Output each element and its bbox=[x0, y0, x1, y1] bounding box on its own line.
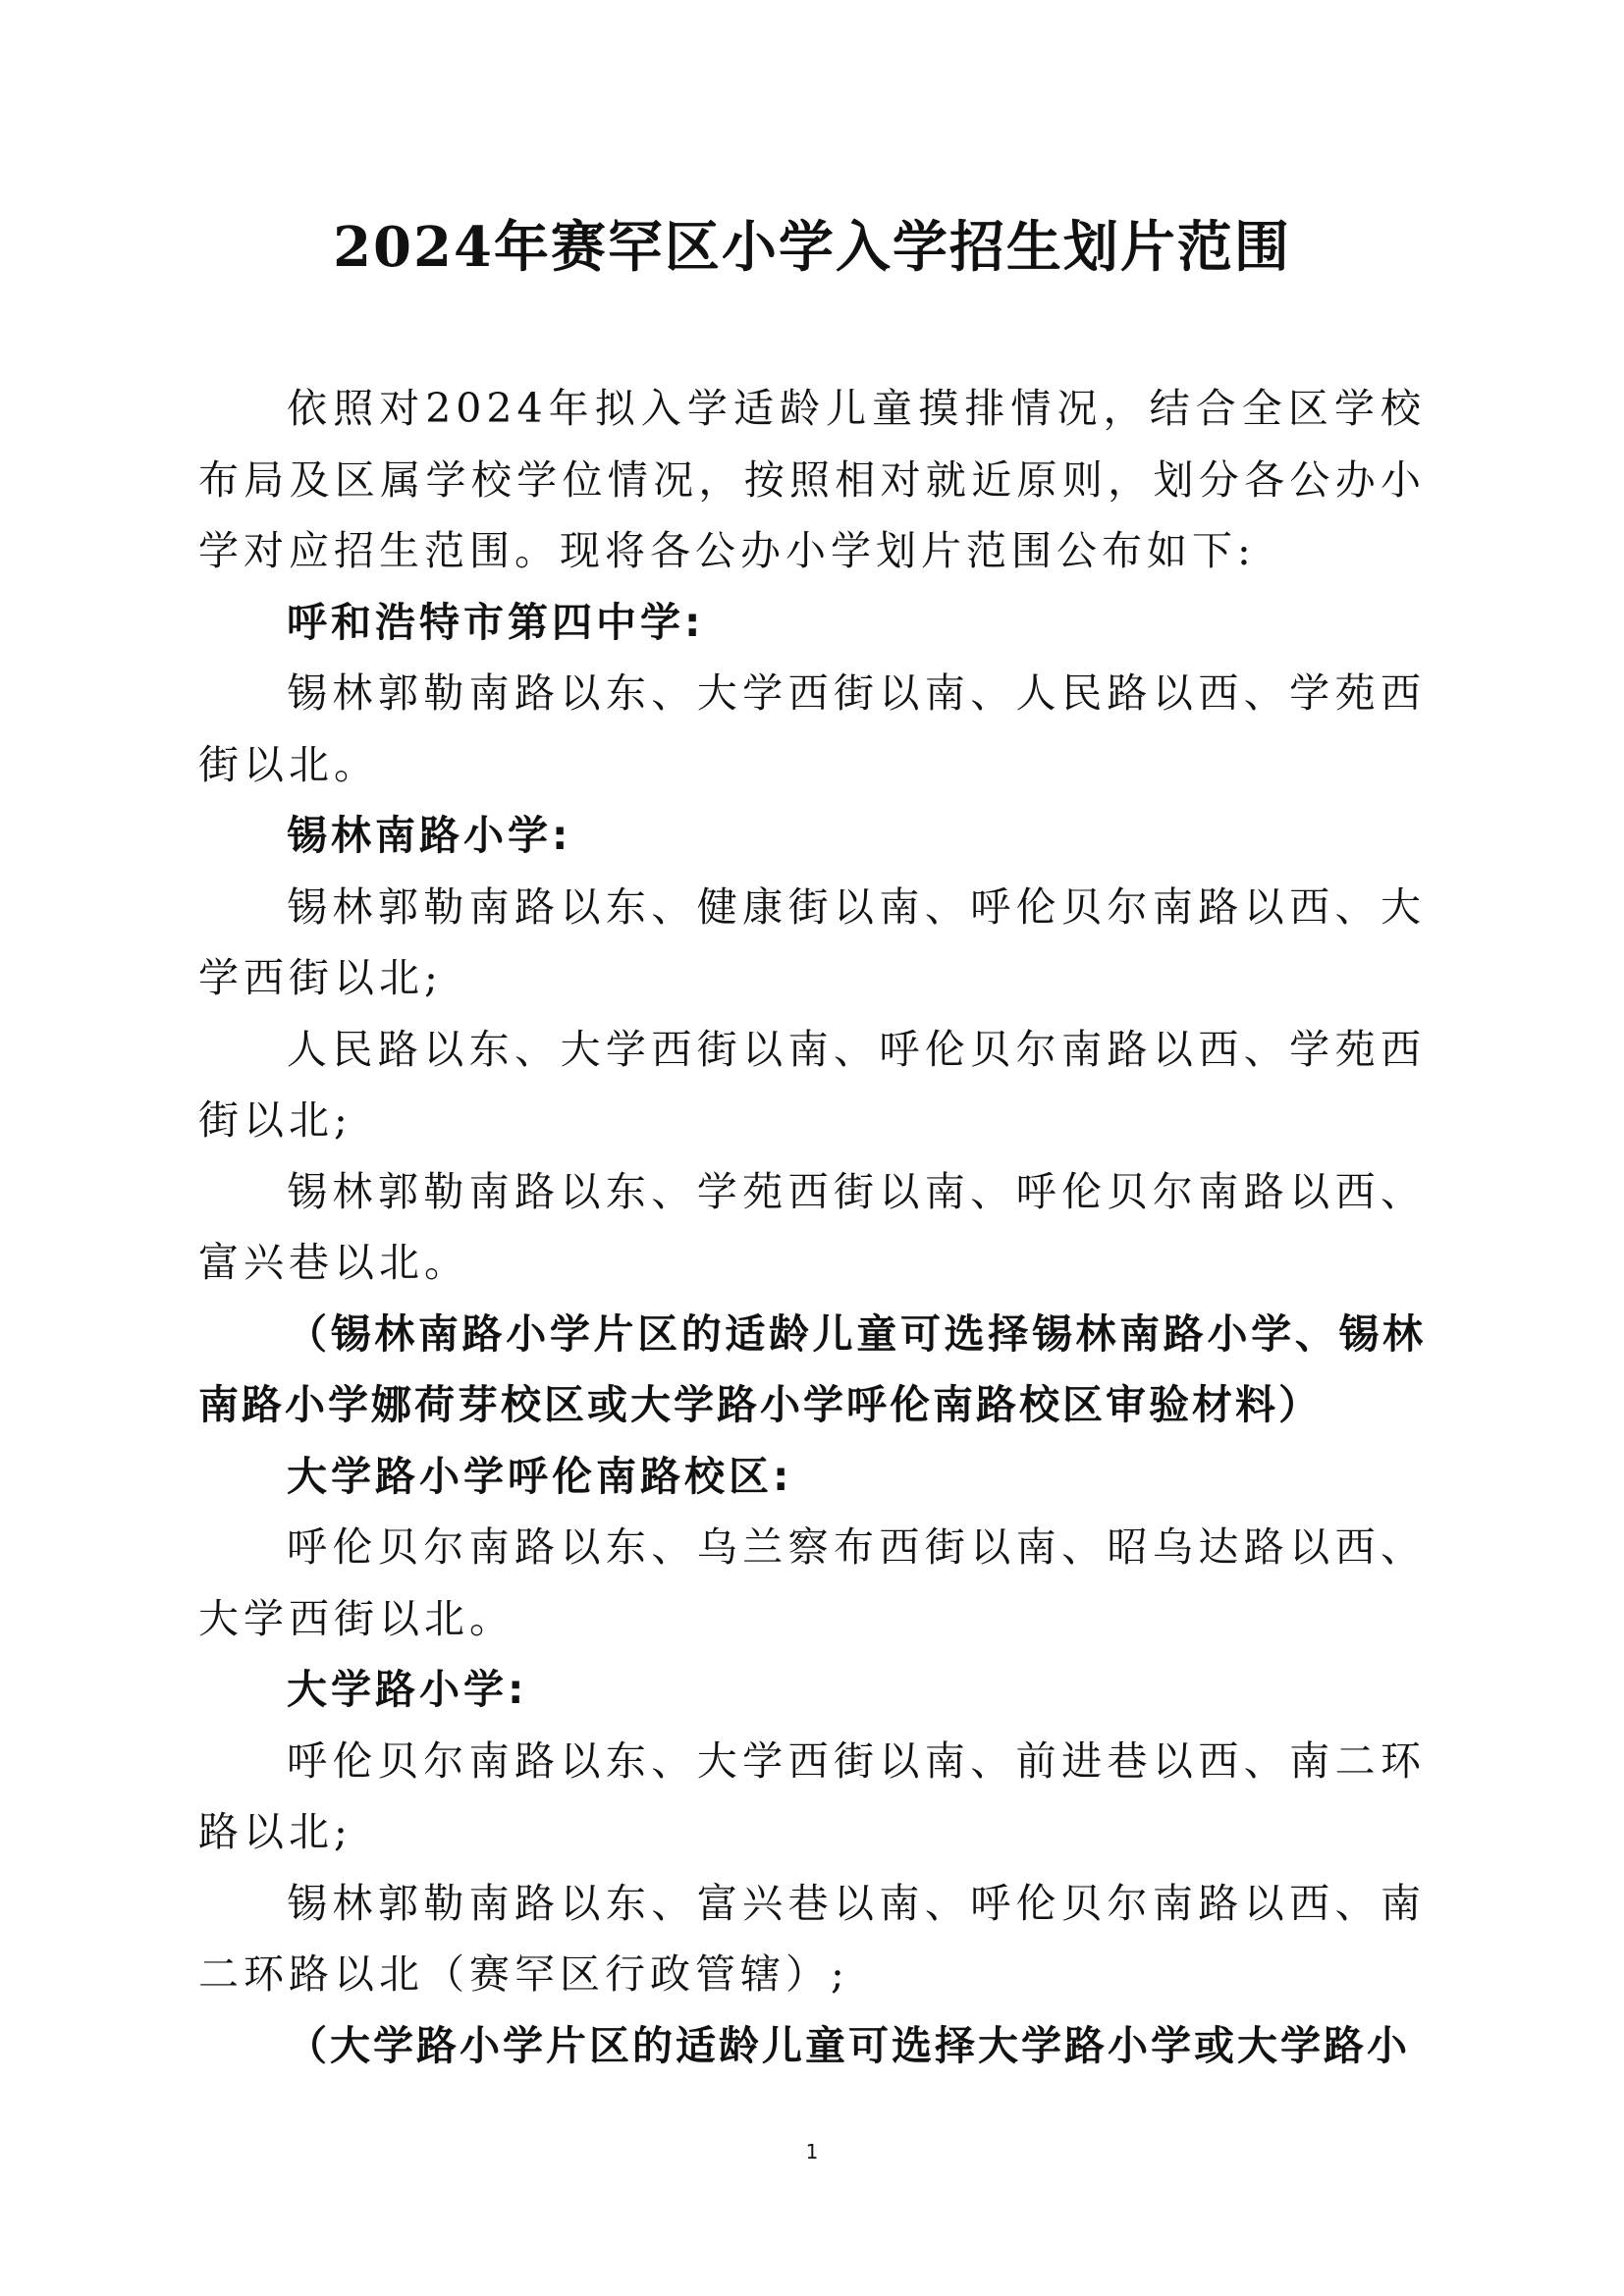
intro-paragraph: 依照对2024年拟入学适龄儿童摸排情况，结合全区学校布局及区属学校学位情况，按照相对就近原则，划分各公办小学对应招生范围。现将各公办小学划片范围公布如下: bbox=[198, 385, 1426, 574]
section-heading-daxuelu-hulun: 大学路小学呼伦南路校区: bbox=[287, 1452, 793, 1500]
section-heading-daxuelu: 大学路小学: bbox=[287, 1666, 528, 1713]
choice-note: （锡林南路小学片区的适龄儿童可选择锡林南路小学、锡林南路小学娜荷芽校区或大学路小学呼伦南路校区审验材料） bbox=[198, 1309, 1426, 1428]
section-heading-xilin-south: 锡林南路小学: bbox=[287, 812, 572, 859]
range-paragraph: 锡林郭勒南路以东、健康街以南、呼伦贝尔南路以西、大学西街以北; bbox=[198, 882, 1426, 1001]
range-paragraph: 锡林郭勒南路以东、富兴巷以南、呼伦贝尔南路以西、南二环路以北（赛罕区行政管辖）; bbox=[198, 1879, 1426, 1998]
choice-note: （大学路小学片区的适龄儿童可选择大学路小学或大学路小 bbox=[287, 2021, 1410, 2069]
document-title: 2024年赛罕区小学入学招生划片范围 bbox=[333, 215, 1291, 280]
document-body bbox=[198, 373, 1426, 2081]
page-number: 1 bbox=[805, 2140, 819, 2163]
range-paragraph: 呼伦贝尔南路以东、乌兰察布西街以南、昭乌达路以西、大学西街以北。 bbox=[198, 1523, 1426, 1642]
range-paragraph: 锡林郭勒南路以东、学苑西街以南、呼伦贝尔南路以西、富兴巷以北。 bbox=[198, 1167, 1426, 1286]
range-paragraph: 人民路以东、大学西街以南、呼伦贝尔南路以西、学苑西街以北; bbox=[198, 1025, 1426, 1144]
section-heading-school-4: 呼和浩特市第四中学: bbox=[287, 598, 705, 646]
range-paragraph: 呼伦贝尔南路以东、大学西街以南、前进巷以西、南二环路以北; bbox=[198, 1736, 1426, 1855]
range-paragraph: 锡林郭勒南路以东、大学西街以南、人民路以西、学苑西街以北。 bbox=[198, 669, 1426, 788]
